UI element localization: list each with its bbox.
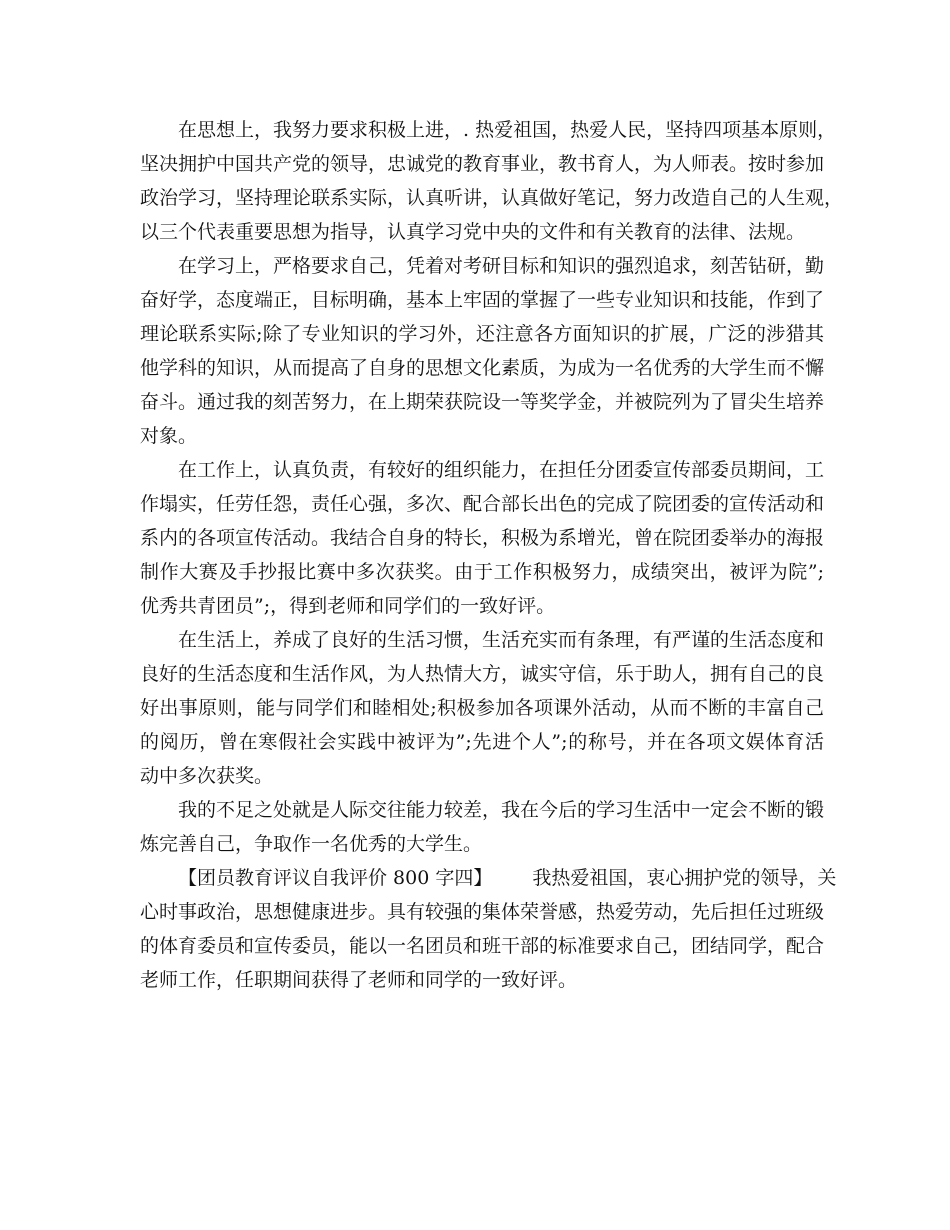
- text-line: 在思想上，我努力要求积极上进，. 热爱祖国，热爱人民，坚持四项基本原则，: [178, 119, 837, 141]
- text-line: 对象。: [140, 425, 198, 447]
- text-line: 制作大赛及手抄报比赛中多次获奖。由于工作积极努力，成绩突出，被评为院”;: [140, 561, 824, 583]
- text-line: 我的不足之处就是人际交往能力较差，我在今后的学习生活中一定会不断的锻: [178, 799, 825, 821]
- text-line: 在学习上，严格要求自己，凭着对考研目标和知识的强烈追求，刻苦钻研，勤: [178, 255, 825, 277]
- text-line: 的阅历，曾在寒假社会实践中被评为”;先进个人”;的称号，并在各项文娱体育活: [140, 731, 824, 753]
- text-line: 的体育委员和宣传委员，能以一名团员和班干部的标准要求自己，团结同学，配合: [140, 935, 825, 957]
- text-line: 在工作上，认真负责，有较好的组织能力，在担任分团委宣传部委员期间，工: [178, 459, 825, 481]
- text-line: 他学科的知识，从而提高了自身的思想文化素质，为成为一名优秀的大学生而不懈: [140, 357, 825, 379]
- text-line: 老师工作，任职期间获得了老师和同学的一致好评。: [140, 969, 578, 991]
- text-line: 在生活上，养成了良好的生活习惯，生活充实而有条理，有严谨的生活态度和: [178, 629, 825, 651]
- text-line: 好出事原则，能与同学们和睦相处;积极参加各项课外活动，从而不断的丰富自己: [140, 697, 824, 719]
- text-line: 理论联系实际;除了专业知识的学习外，还注意各方面知识的扩展，广泛的涉猎其: [140, 323, 824, 345]
- text-line: 政治学习，坚持理论联系实际，认真听讲，认真做好笔记，努力改造自己的人生观，: [140, 187, 844, 209]
- text-line: 动中多次获奖。: [140, 765, 274, 787]
- text-line: 坚决拥护中国共产党的领导，忠诚党的教育事业，教书育人，为人师表。按时参加: [140, 153, 825, 175]
- document-body: [140, 113, 844, 997]
- text-line: 优秀共青团员”;，得到老师和同学们的一致好评。: [140, 595, 556, 617]
- text-line: 心时事政治，思想健康进步。具有较强的集体荣誉感，热爱劳动，先后担任过班级: [140, 901, 825, 923]
- text-line: 奋好学，态度端正，目标明确，基本上牢固的掌握了一些专业知识和技能，作到了: [140, 289, 825, 311]
- section-heading-line: [140, 861, 837, 895]
- text-line: 奋斗。通过我的刻苦努力，在上期荣获院设一等奖学金，并被院列为了冒尖生培养: [140, 391, 825, 413]
- text-line: 炼完善自己，争取作一名优秀的大学生。: [140, 833, 483, 855]
- text-line: 我热爱祖国，衷心拥护党的领导，关: [532, 867, 837, 889]
- text-line: 良好的生活态度和生活作风，为人热情大方，诚实守信，乐于助人，拥有自己的良: [140, 663, 825, 685]
- text-line: 以三个代表重要思想为指导，认真学习党中央的文件和有关教育的法律、法规。: [140, 221, 806, 243]
- text-line: 系内的各项宣传活动。我结合自身的特长，积极为系增光，曾在院团委举办的海报: [140, 527, 825, 549]
- section-heading: 【团员教育评议自我评价 800 字四】: [178, 867, 493, 889]
- text-line: 作塌实，任劳任怨，责任心强，多次、配合部长出色的完成了院团委的宣传活动和: [140, 493, 825, 515]
